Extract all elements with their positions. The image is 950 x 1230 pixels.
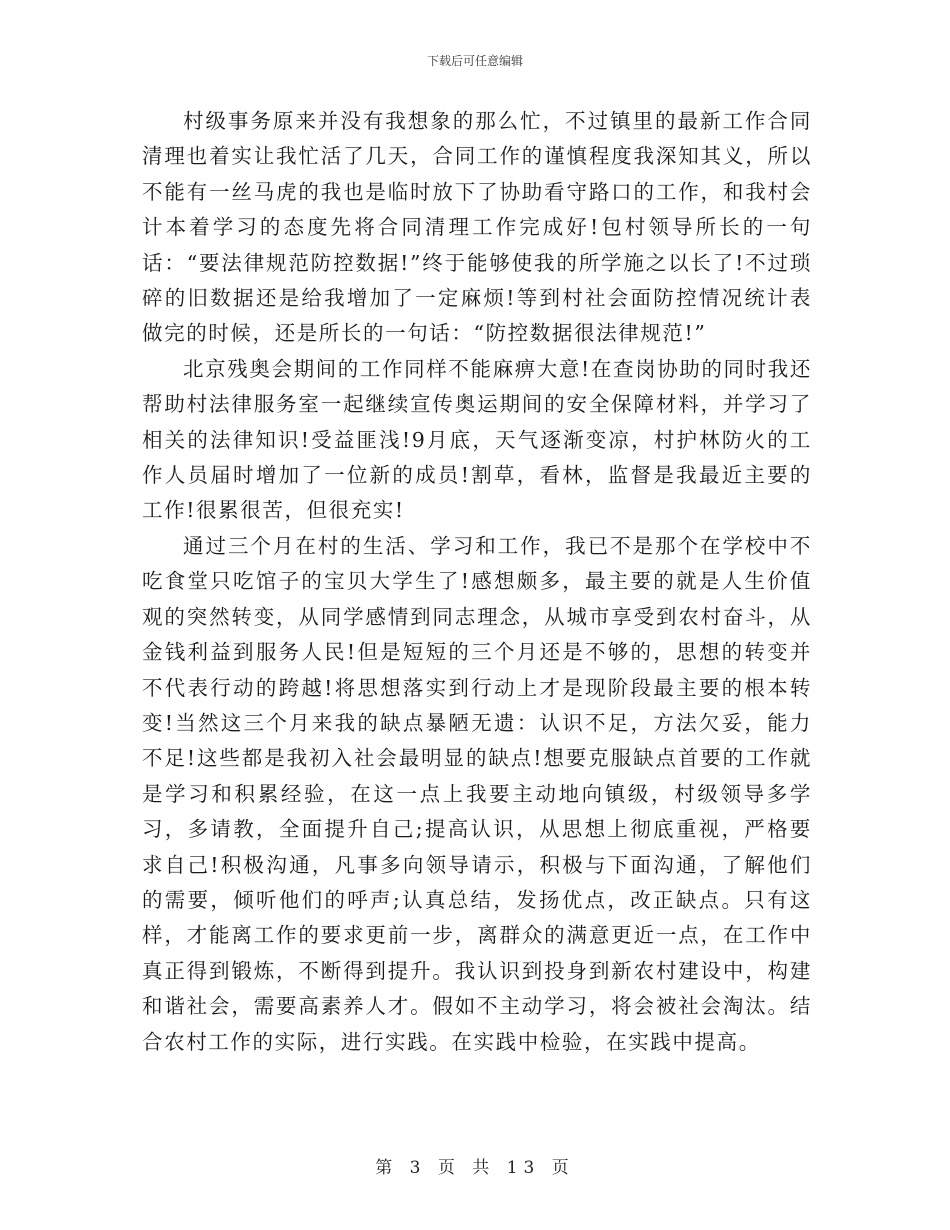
paragraph-2: 北京残奥会期间的工作同样不能麻痹大意!在查岗协助的同时我还帮助村法律服务室一起继续宣传奥运期间的安全保障材料，并学习了相关的法律知识!受益匪浅!9月底，天气逐渐变凉，村护林防火的工作人员届时增加了一位新的成员!割草，看林，监督是我最近主要的工作!很累很苦，但很充实! [142, 356, 812, 523]
header-note: 下载后可任意编辑 [426, 54, 523, 68]
paragraph-3: 通过三个月在村的生活、学习和工作，我已不是那个在学校中不吃食堂只吃馆子的宝贝大学生了!感想颇多，最主要的就是人生价值观的突然转变，从同学感情到同志理念，从城市享受到农村奋斗，从金钱利益到服务人民!但是短短的三个月还是不够的，思想的转变并不代表行动的跨越!将思想落实到行动上才是现阶段最主要的根本转变!当然这三个月来我的缺点暴陋无遗：认识不足，方法欠妥，能力不足!这些都是我初入社会最明显的缺点!想要克服缺点首要的工作就是学习和积累经验，在这一点上我要主动地向镇级，村级领导多学习，多请教，全面提升自己;提高认识，从思想上彻底重视，严格要求自己!积极沟通，凡事多向领导请示，积极与下面沟通，了解他们的需要，倾听他们的呼声;认真总结，发扬优点，改正缺点。只有这样，才能离工作的要求更前一步，离群众的满意更近一点，在工作中真正得到锻炼，不断得到提升。我认识到投身到新农村建设中，构建和谐社会，需要高素养人才。假如不主动学习，将会被社会淘汰。结合农村工作的实际，进行实践。在实践中检验，在实践中提高。 [142, 533, 812, 1054]
page-number: 第 3 页 共 13 页 [375, 1158, 575, 1178]
document-body [142, 104, 812, 1060]
paragraph-1: 村级事务原来并没有我想象的那么忙，不过镇里的最新工作合同清理也着实让我忙活了几天，合同工作的谨慎程度我深知其义，所以不能有一丝马虎的我也是临时放下了协助看守路口的工作，和我村会计本着学习的态度先将合同清理工作完成好!包村领导所长的一句话：“要法律规范防控数据!”终于能够使我的所学施之以长了!不过琐碎的旧数据还是给我增加了一定麻烦!等到村社会面防控情况统计表做完的时候，还是所长的一句话：“防控数据很法律规范!” [142, 109, 812, 346]
